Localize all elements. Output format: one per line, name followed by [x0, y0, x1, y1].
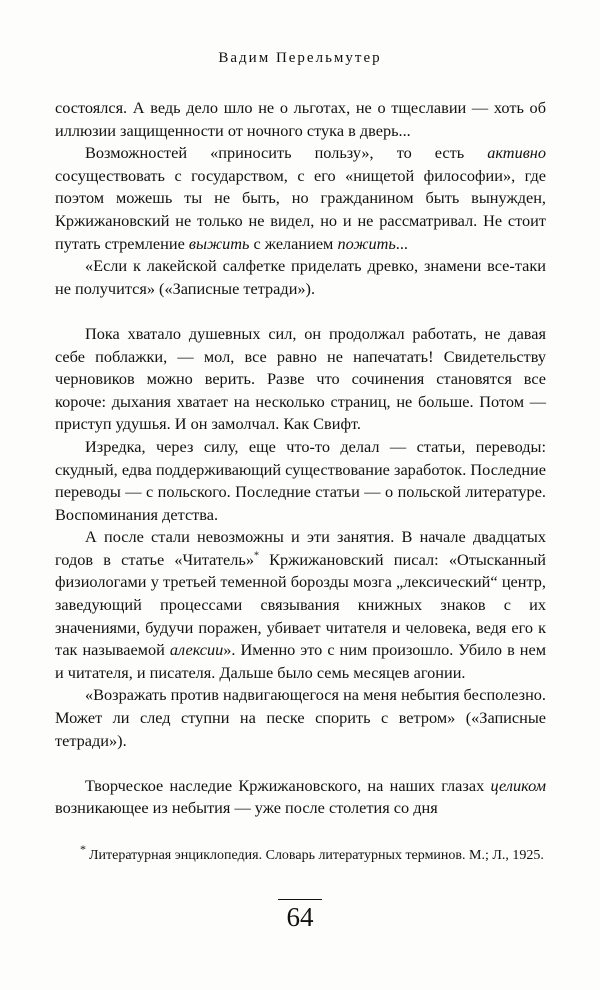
paragraph-6: [55, 526, 546, 684]
paragraph-2-part-d: ...: [395, 233, 408, 253]
paragraph-2: [55, 142, 546, 255]
paragraph-6-part-b: Кржижановский писал: «Отысканный физиологами у третьей теменной борозды мозга „лексический“ центр, заведующий процессами связывания книжных знаков с их значениями, будучи поражен, убивает читателя и человека, ведя его к так называемой: [55, 549, 546, 660]
footnote: [80, 842, 546, 866]
emphasis-tselikom: целиком: [490, 775, 546, 795]
paragraph-8: [55, 775, 546, 820]
paragraph-1: состоялся. А ведь дело шло не о льготах, не о тщеславии — хоть об иллюзии защищенности от ночного стука в дверь...: [55, 98, 546, 140]
paragraph-8-part-b: возникающее из небытия — уже после столетия со дня: [55, 798, 438, 818]
paragraph-6-part-a: А после стали невозможны и эти занятия. В начале двадцатых годов в статье «Читатель»: [55, 527, 546, 569]
page-number-rule: [278, 899, 322, 900]
emphasis-vyzhit: выжить: [188, 233, 250, 253]
paragraph-2-part-c: с желанием: [249, 233, 338, 253]
emphasis-pozhit: пожить: [337, 233, 396, 253]
paragraph-4: Пока хватало душевных сил, он продолжал работать, не давая себе поблажки, — мол, все равно не напечатать! Свидетельству черновиков можно верить. Разве что сочинения становятся все короче: дыхания хватает на несколько страниц, не больше. Потом — приступ удушья. И он замолчал. Как Свифт.: [55, 323, 546, 434]
body-text: [55, 97, 546, 820]
paragraph-6-part-c: ». Именно это с ним произошло. Убило в нем и читателя, и писателя. Дальше было семь месяцев агонии.: [55, 640, 546, 682]
footnote-reference[interactable]: *: [253, 550, 259, 562]
emphasis-aleksii: алексии: [169, 640, 224, 660]
footnote-marker: *: [80, 842, 86, 857]
running-header: Вадим Перельмутер: [218, 50, 382, 66]
paragraph-3-quote: «Если к лакейской салфетке приделать древко, знамени все-таки не получится» («Записные тетради»).: [55, 256, 546, 298]
paragraph-7-quote: «Возражать против надвигающегося на меня небытия бесполезно. Может ли след ступни на песке спорить с ветром» («Записные тетради»).: [55, 685, 546, 750]
emphasis-aktivno: активно: [487, 143, 546, 163]
paragraph-2-part-b: сосуществовать с государством, с его «нищетой философии», где поэтом можешь ты не быть, но гражданином быть вынужден, Кржижановский не только не видел, но и не рассматривал. Не стоит путать стремление: [55, 165, 546, 253]
footnote-text: Литературная энциклопедия. Словарь литературных терминов. М.; Л., 1925.: [89, 848, 544, 863]
page-number: 64: [286, 902, 314, 932]
paragraph-2-part-a: Возможностей «приносить пользу», то есть: [85, 143, 488, 163]
paragraph-5: Изредка, через силу, еще что-то делал — статьи, переводы: скудный, едва поддерживающий существование заработок. Последние переводы — с польского. Последние статьи — о польской литературе. Воспоминания детства.: [55, 436, 546, 524]
paragraph-8-part-a: Творческое наследие Кржижановского, на наших глазах: [85, 775, 491, 795]
